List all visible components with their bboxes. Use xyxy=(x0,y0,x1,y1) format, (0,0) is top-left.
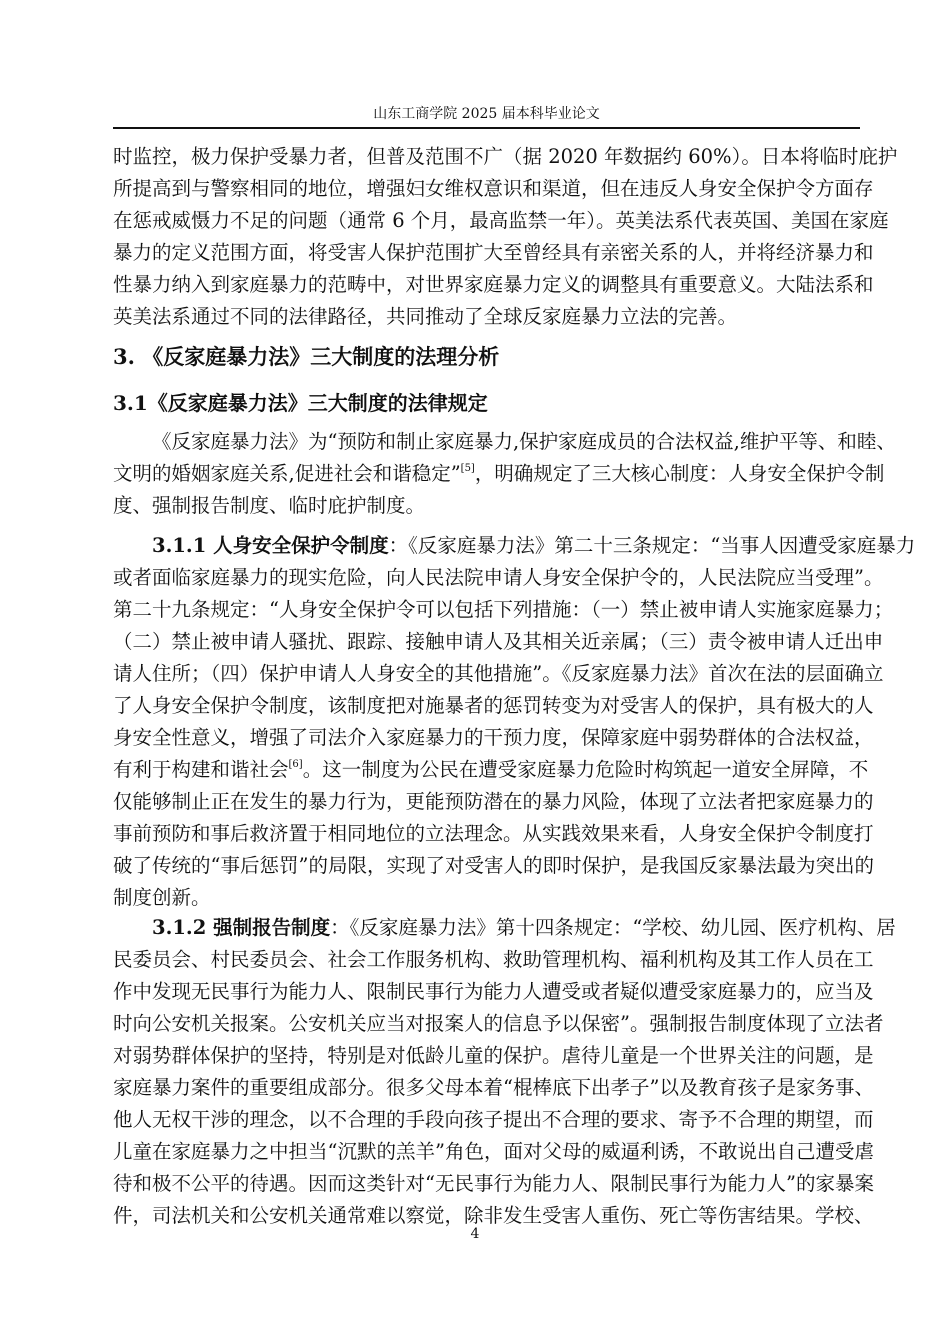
text-run: 制度创新。 xyxy=(113,886,211,909)
text-line xyxy=(113,562,884,594)
text-run: 或者面临家庭暴力的现实危险，向人民法院申请人身安全保护令的，人民法院应当受理”。 xyxy=(113,566,884,589)
text-run: 身安全性意义，增强了司法介入家庭暴力的干预力度，保障家庭中弱势群体的合法权益， xyxy=(113,726,874,749)
text-run: 度、强制报告制度、临时庇护制度。 xyxy=(113,494,426,517)
text-line xyxy=(113,912,896,944)
text-line xyxy=(113,882,858,914)
running-header: 山东工商学院 2025 届本科毕业论文 xyxy=(373,106,600,122)
text-line xyxy=(113,658,884,690)
subsection-heading-3-1: 3.1《反家庭暴力法》三大制度的法律规定 xyxy=(113,391,488,415)
text-line xyxy=(113,426,896,458)
text-run: 有利于构建和谐社会 xyxy=(113,758,289,781)
text-line xyxy=(113,626,884,658)
inline-subheading: 3.1.2 强制报告制度 xyxy=(152,916,331,939)
text-line xyxy=(113,722,874,754)
text-run: 事前预防和事后救济置于相同地位的立法理念。从实践效果来看，人身安全保护令制度打 xyxy=(113,822,874,845)
text-run: 在惩戒威慑力不足的问题（通常 6 个月，最高监禁一年）。英美法系代表英国、美国在家庭 xyxy=(113,209,889,232)
text-line xyxy=(113,690,874,722)
text-run: ，明确规定了三大核心制度：人身安全保护令制 xyxy=(474,462,885,485)
text-run: （二）禁止被申请人骚扰、跟踪、接触申请人及其相关近亲属；（三）责令被申请人迁出申 xyxy=(113,630,884,653)
text-line xyxy=(113,458,885,490)
text-line xyxy=(113,173,874,205)
text-line xyxy=(113,594,894,626)
citation-ref: [5] xyxy=(460,463,475,474)
text-run: 民委员会、村民委员会、社会工作服务机构、救助管理机构、福利机构及其工作人员在工 xyxy=(113,948,874,971)
text-line xyxy=(113,1040,874,1072)
text-run: 暴力的定义范围方面，将受害人保护范围扩大至曾经具有亲密关系的人，并将经济暴力和 xyxy=(113,241,874,264)
text-line xyxy=(113,786,874,818)
text-line xyxy=(113,269,874,301)
text-run: 待和极不公平的待遇。因而这类针对“无民事行为能力人、限制民事行为能力人”的家暴案 xyxy=(113,1172,874,1195)
paragraph-1 xyxy=(113,426,896,522)
text-run: 家庭暴力案件的重要组成部分。很多父母本着“棍棒底下出孝子”以及教育孩子是家务事、 xyxy=(113,1076,874,1099)
text-run: ：《反家庭暴力法》第十四条规定：“学校、幼儿园、医疗机构、居 xyxy=(330,916,896,939)
text-run: 儿童在家庭暴力之中担当“沉默的羔羊”角色，面对父母的威逼利诱，不敢说出自己遭受虐 xyxy=(113,1140,874,1163)
text-line xyxy=(113,1072,874,1104)
text-line xyxy=(113,1168,874,1200)
text-run: 第二十九条规定：“人身安全保护令可以包括下列措施：（一）禁止被申请人实施家庭暴力； xyxy=(113,598,894,621)
paragraph-0 xyxy=(113,141,898,333)
text-run: 所提高到与警察相同的地位，增强妇女维权意识和渠道，但在违反人身安全保护令方面存 xyxy=(113,177,874,200)
text-line xyxy=(113,818,874,850)
text-run: 件，司法机关和公安机关通常难以察觉，除非发生受害人重伤、死亡等伤害结果。学校、 xyxy=(113,1204,874,1227)
text-run: 破了传统的“事后惩罚”的局限，实现了对受害人的即时保护，是我国反家暴法最为突出的 xyxy=(113,854,874,877)
text-line xyxy=(113,141,898,173)
text-run: 性暴力纳入到家庭暴力的范畴中，对世界家庭暴力定义的调整具有重要意义。大陆法系和 xyxy=(113,273,874,296)
text-line xyxy=(113,1104,874,1136)
text-line xyxy=(113,530,916,562)
inline-subheading: 3.1.1 人身安全保护令制度 xyxy=(152,534,389,557)
text-line xyxy=(113,301,858,333)
text-run: 作中发现无民事行为能力人、限制民事行为能力人遭受或者疑似遭受家庭暴力的，应当及 xyxy=(113,980,874,1003)
header-rule xyxy=(113,127,860,129)
text-line xyxy=(113,237,874,269)
page-number: 4 xyxy=(470,1226,480,1242)
text-line xyxy=(113,944,874,976)
text-line xyxy=(113,205,889,237)
text-run: 请人住所；（四）保护申请人人身安全的其他措施”。《反家庭暴力法》首次在法的层面确立 xyxy=(113,662,884,685)
paragraph-3 xyxy=(113,912,896,1232)
text-line xyxy=(113,850,874,882)
text-run: ：《反家庭暴力法》第二十三条规定：“当事人因遭受家庭暴力 xyxy=(388,534,916,557)
text-line xyxy=(113,490,858,522)
text-run: 英美法系通过不同的法律路径，共同推动了全球反家庭暴力立法的完善。 xyxy=(113,305,738,328)
text-line xyxy=(113,976,874,1008)
section-heading-3: 3. 《反家庭暴力法》三大制度的法理分析 xyxy=(113,344,500,369)
text-run: 他人无权干涉的理念，以不合理的手段向孩子提出不合理的要求、寄予不合理的期望，而 xyxy=(113,1108,874,1131)
citation-ref: [6] xyxy=(288,759,303,770)
text-line xyxy=(113,1136,874,1168)
text-run: 《反家庭暴力法》为“预防和制止家庭暴力,保护家庭成员的合法权益,维护平等、和睦、 xyxy=(152,430,896,453)
text-run: 文明的婚姻家庭关系,促进社会和谐稳定” xyxy=(113,462,461,485)
text-run: 时向公安机关报案。公安机关应当对报案人的信息予以保密”。强制报告制度体现了立法者 xyxy=(113,1012,884,1035)
text-run: 。这一制度为公民在遭受家庭暴力危险时构筑起一道安全屏障，不 xyxy=(302,758,869,781)
text-run: 仅能够制止正在发生的暴力行为，更能预防潜在的暴力风险，体现了立法者把家庭暴力的 xyxy=(113,790,874,813)
text-run: 时监控，极力保护受暴力者，但普及范围不广（据 2020 年数据约 60%）。日本将临时庇护 xyxy=(113,145,898,168)
paragraph-2 xyxy=(113,530,916,914)
text-run: 对弱势群体保护的坚持，特别是对低龄儿童的保护。虐待儿童是一个世界关注的问题，是 xyxy=(113,1044,874,1067)
text-line xyxy=(113,754,869,786)
text-run: 了人身安全保护令制度，该制度把对施暴者的惩罚转变为对受害人的保护，具有极大的人 xyxy=(113,694,874,717)
text-line xyxy=(113,1008,884,1040)
